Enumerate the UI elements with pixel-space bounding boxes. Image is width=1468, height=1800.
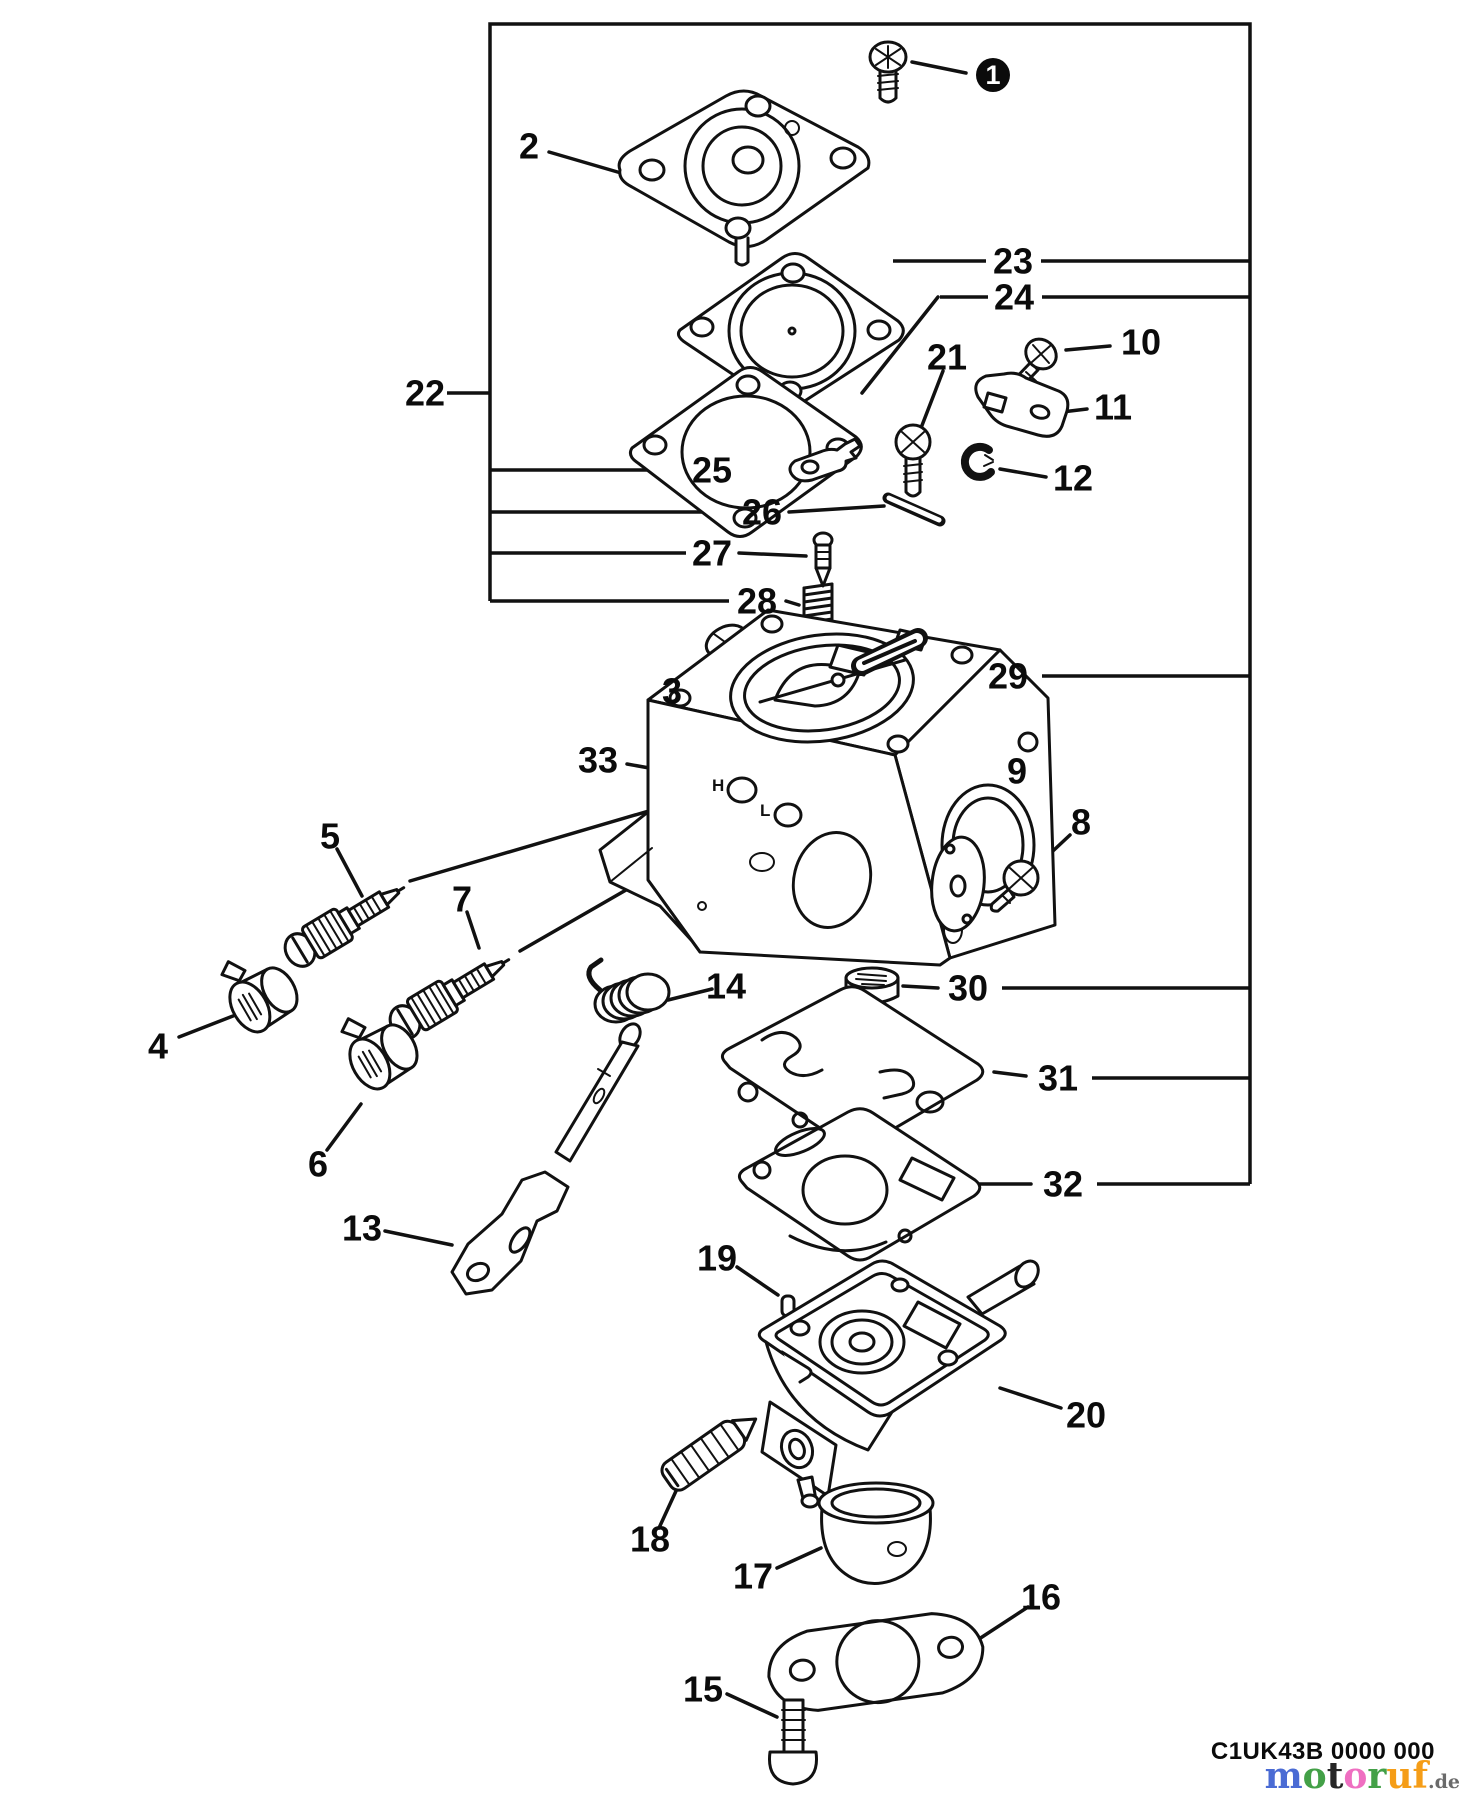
leader-line [549, 152, 621, 173]
callout-8[interactable]: 8 [1070, 801, 1092, 843]
callout-2[interactable]: 2 [518, 125, 540, 167]
callout-10[interactable]: 10 [1120, 321, 1162, 363]
callout-4[interactable]: 4 [147, 1025, 169, 1067]
leader-line [179, 1016, 233, 1037]
leader-line [337, 849, 362, 896]
part-11-choke-plate[interactable] [976, 373, 1068, 436]
leader-line [903, 986, 938, 988]
callout-18[interactable]: 18 [629, 1518, 671, 1560]
part-2-metering-cover[interactable] [619, 91, 869, 265]
part-12-e-clip[interactable] [965, 447, 993, 477]
part-14-spring[interactable] [589, 960, 669, 1022]
leader-line [327, 1104, 361, 1150]
callout-28[interactable]: 28 [736, 580, 778, 622]
callout-13[interactable]: 13 [341, 1207, 383, 1249]
leader-line [727, 1694, 777, 1717]
part-33-carburetor-body[interactable] [600, 610, 1055, 965]
callout-14[interactable]: 14 [705, 965, 747, 1007]
callout-6[interactable]: 6 [307, 1143, 329, 1185]
part-32-pump-gasket[interactable] [739, 1109, 979, 1260]
part-21-screw[interactable] [896, 425, 930, 496]
leader-line [912, 62, 966, 73]
watermark-letter: u [1386, 1755, 1413, 1797]
leader-line [1000, 469, 1046, 477]
callout-23[interactable]: 23 [992, 240, 1034, 282]
callout-16[interactable]: 16 [1020, 1576, 1062, 1618]
callout-15[interactable]: 15 [682, 1668, 724, 1710]
body-marking-high: H [712, 776, 725, 795]
callout-32[interactable]: 32 [1042, 1163, 1084, 1205]
part-5-high-speed-needle[interactable] [279, 872, 413, 972]
callout-24[interactable]: 24 [993, 276, 1035, 318]
part-20-pump-body[interactable] [759, 1257, 1043, 1507]
callout-17[interactable]: 17 [732, 1555, 774, 1597]
part-13-throttle-shaft-lever[interactable] [452, 1020, 644, 1294]
callout-19[interactable]: 19 [696, 1237, 738, 1279]
part-15-screw[interactable] [769, 1700, 816, 1784]
callout-27[interactable]: 27 [691, 532, 733, 574]
watermark-letter: t [1326, 1755, 1344, 1797]
part-code: C1UK43B 0000 000 [1210, 1738, 1435, 1765]
watermark-letter: r [1367, 1755, 1387, 1797]
callout-25[interactable]: 25 [691, 449, 733, 491]
watermark-letter: f [1412, 1755, 1428, 1797]
callout-5[interactable]: 5 [319, 815, 341, 857]
leader-line [737, 1267, 778, 1295]
body-marking-low: L [760, 801, 771, 820]
watermark-letter: o [1343, 1755, 1368, 1797]
leader-line [385, 1231, 452, 1245]
callout-12[interactable]: 12 [1052, 457, 1094, 499]
callout-22[interactable]: 22 [404, 372, 446, 414]
part-1-cover-screw[interactable] [870, 42, 906, 102]
leader-line [789, 506, 884, 512]
part-18-set-screw[interactable] [658, 1406, 765, 1494]
leader-line [739, 553, 806, 556]
part-26-pin[interactable] [888, 498, 940, 521]
watermark-letter: o [1302, 1755, 1327, 1797]
callout-7[interactable]: 7 [451, 878, 473, 920]
watermark-suffix: .de [1428, 1771, 1460, 1793]
callout-20[interactable]: 20 [1065, 1394, 1107, 1436]
callout-29[interactable]: 29 [987, 655, 1029, 697]
part-17-primer-bulb[interactable] [819, 1483, 933, 1584]
leader-line [994, 1072, 1026, 1076]
leader-line [786, 601, 799, 605]
callout-21[interactable]: 21 [926, 336, 968, 378]
part-27-inlet-needle[interactable] [814, 533, 832, 586]
callout-30[interactable]: 30 [947, 967, 989, 1009]
callout-11[interactable]: 11 [1093, 386, 1133, 428]
callout-31[interactable]: 31 [1037, 1057, 1079, 1099]
callout-9[interactable]: 9 [1006, 750, 1028, 792]
callout-26[interactable]: 26 [741, 491, 783, 533]
callout-3[interactable]: 3 [661, 670, 683, 712]
watermark-logo[interactable] [1264, 1755, 1460, 1800]
leader-line [1000, 1388, 1061, 1408]
leader-line [1066, 346, 1110, 350]
leader-line [921, 371, 943, 428]
callout-1[interactable]: 1 [985, 60, 1001, 90]
leader-line [777, 1548, 821, 1568]
watermark-letter: m [1264, 1755, 1303, 1797]
callout-33[interactable]: 33 [577, 739, 619, 781]
